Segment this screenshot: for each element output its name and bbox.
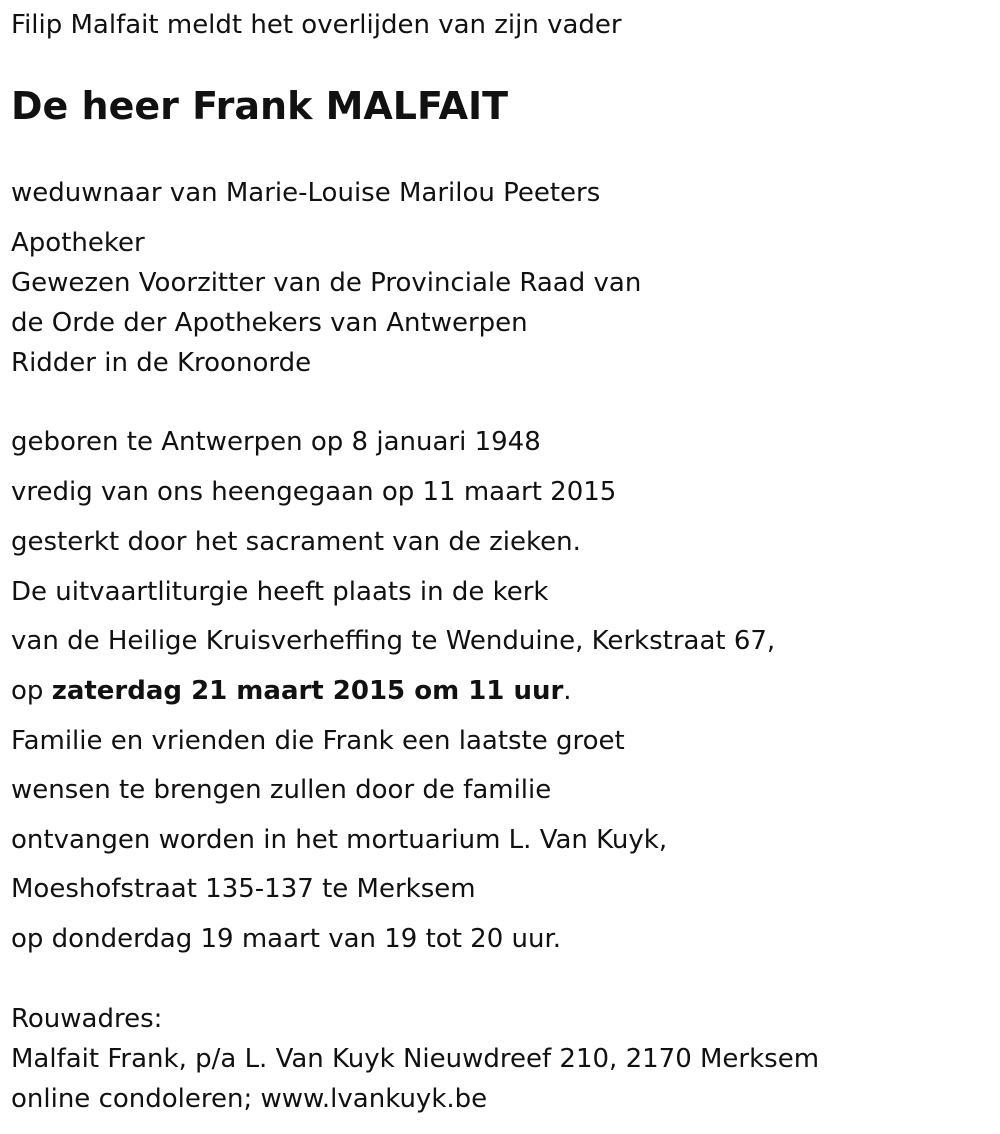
visitation-line-4: Moeshofstraat 135-137 te Merksem [11,874,476,904]
title-order: de Orde der Apothekers van Antwerpen [11,308,528,338]
died-text: vredig van ons heengegaan op 11 maart 2015 [11,477,617,507]
online-condolence: online condoleren; www.lvankuyk.be [11,1084,488,1114]
title-chairman: Gewezen Voorzitter van de Provinciale Raad van [11,268,642,298]
address-line: Malfait Frank, p/a L. Van Kuyk Nieuwdreef 210, 2170 Merksem [11,1044,820,1074]
visitation-line-2: wensen te brengen zullen door de familie [11,775,552,805]
funeral-date: zaterdag 21 maart 2015 om 11 uur [51,676,564,706]
visitation-line-1: Familie en vrienden die Frank een laatste groet [11,726,625,756]
visitation-line-3: ontvangen worden in het mortuarium L. Van Kuyk, [11,825,668,855]
sacrament-text: gesterkt door het sacrament van de zieken. [11,527,581,557]
title-knight: Ridder in de Kroonorde [11,348,312,378]
funeral-date-line [11,675,572,707]
title-profession: Apotheker [11,228,145,258]
deceased-name: De heer Frank MALFAIT [11,84,509,128]
spouse-text: weduwnaar van Marie-Louise Marilou Peeters [11,178,601,208]
funeral-line-1: De uitvaartliturgie heeft plaats in de kerk [11,577,549,607]
funeral-line-2: van de Heilige Kruisverheffing te Wenduine, Kerkstraat 67, [11,626,776,656]
born-text: geboren te Antwerpen op 8 januari 1948 [11,427,541,457]
visitation-line-5: op donderdag 19 maart van 19 tot 20 uur. [11,924,562,954]
funeral-date-suffix: . [563,676,572,706]
intro-text: Filip Malfait meldt het overlijden van zijn vader [11,10,622,40]
funeral-date-prefix: op [11,676,52,706]
address-label: Rouwadres: [11,1004,163,1034]
